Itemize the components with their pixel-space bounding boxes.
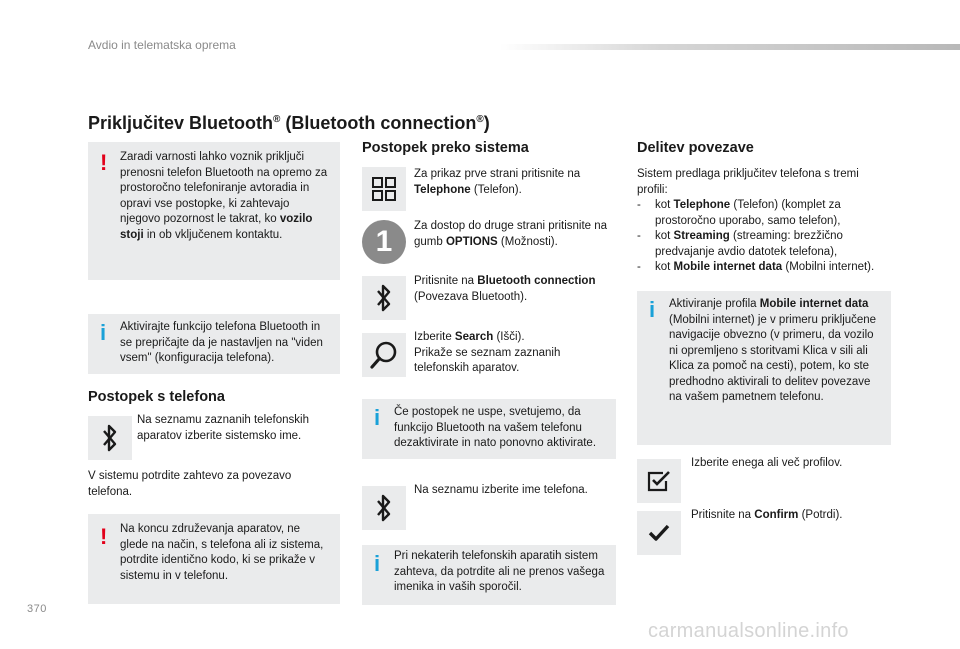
share-step-select-profiles: Izberite enega ali več profilov.	[691, 457, 843, 469]
search-icon-box	[362, 333, 406, 377]
info-icon: i	[649, 297, 656, 322]
warning-icon: !	[100, 150, 108, 175]
title-part: (Bluetooth connection	[280, 113, 477, 133]
bluetooth-icon-box	[362, 486, 406, 530]
heading-share-connection: Delitev povezave	[637, 140, 754, 156]
profile-item-mobile-data: - kot Mobile internet data (Mobilni internet).	[637, 261, 875, 273]
search-icon	[369, 340, 399, 370]
checkbox-select-icon-box	[637, 459, 681, 503]
heading-system-procedure: Postopek preko sistema	[362, 140, 529, 156]
title-sup: ®	[273, 114, 281, 125]
warning-box-code	[88, 514, 340, 604]
info-text: Aktiviranje profila Mobile internet data (Mobilni internet) je v primeru priključene navigacije obvezno (v primeru, da vozilo ni opremljeno s storitvami Klica v sili ali Klica za pomoč na cesti), potem, ko ste predhodno aktivirali to delitev povezave na vašem pametnem telefonu.	[669, 298, 877, 403]
bluetooth-icon	[101, 424, 119, 452]
header-gradient-bar	[500, 44, 960, 50]
info-icon: i	[100, 320, 107, 345]
warning-icon: !	[100, 524, 108, 549]
page-title	[88, 111, 490, 135]
system-step-options: Za dostop do druge strani pritisnite na gumb OPTIONS (Možnosti).	[414, 220, 608, 248]
system-step-telephone: Za prikaz prve strani pritisnite na Telephone (Telefon).	[414, 168, 581, 196]
title-part: )	[483, 113, 490, 133]
watermark: carmanualsonline.info	[648, 620, 849, 642]
info-box-visibility	[88, 314, 340, 374]
grid-apps-icon-box	[362, 167, 406, 211]
info-icon: i	[374, 551, 381, 576]
heading-phone-procedure: Postopek s telefona	[88, 389, 225, 405]
title-part: Priključitev Bluetooth	[88, 113, 274, 133]
check-icon	[648, 523, 670, 543]
page-number: 370	[27, 603, 47, 615]
warning-text: Na koncu združevanja aparatov, ne glede na način, s telefona ali iz sistema, potrdite identično kodo, ki se prikaže v sistemu in v telefonu.	[120, 523, 324, 582]
system-step-select-phone: Na seznamu izberite ime telefona.	[414, 484, 588, 496]
phone-step-select-name: Na seznamu zaznanih telefonskih aparatov izberite sistemsko ime.	[137, 414, 309, 442]
info-text: Pri nekaterih telefonskih aparatih sistem zahteva, da potrdite ali ne prenos vašega imenika in vaših sporočil.	[394, 550, 605, 593]
info-box-retry	[362, 399, 616, 459]
profile-item-telephone: - kot Telephone (Telefon) (komplet za prostoročno uporabo, samo telefon),	[637, 199, 841, 227]
info-box-contacts	[362, 545, 616, 605]
system-step-bluetooth-connection: Pritisnite na Bluetooth connection (Povezava Bluetooth).	[414, 275, 596, 303]
check-icon-box	[637, 511, 681, 555]
profile-item-streaming: - kot Streaming (streaming: brezžično predvajanje avdio datotek telefona),	[637, 230, 843, 258]
info-text: Če postopek ne uspe, svetujemo, da funkcijo Bluetooth na vašem telefonu dezaktivirate in nato ponovno aktivirate.	[394, 406, 597, 449]
share-step-confirm: Pritisnite na Confirm (Potrdi).	[691, 509, 843, 521]
step-number-badge: 1	[362, 220, 406, 264]
phone-confirm-paragraph: V sistemu potrdite zahtevo za povezavo telefona.	[88, 470, 292, 498]
bluetooth-icon-box	[362, 276, 406, 320]
info-text: Aktivirajte funkcijo telefona Bluetooth in se prepričajte da je nastavljen na "viden vsem" (konfiguracija telefona).	[120, 321, 323, 364]
share-intro: Sistem predlaga priključitev telefona s tremi profili:	[637, 168, 859, 196]
system-step-search: Izberite Search (Išči). Prikaže se seznam zaznanih telefonskih aparatov.	[414, 331, 561, 374]
bluetooth-icon	[375, 494, 393, 522]
profile-list	[637, 198, 897, 276]
title-sup: ®	[476, 114, 484, 125]
warning-text: Zaradi varnosti lahko voznik priključi prenosni telefon Bluetooth na opremo za prostoročno telefoniranje avtoradia in opravi vse postopke, ki zahtevajo njegovo pozornost le takrat, ko vozilo stoji in ob vključenem kontaktu.	[120, 151, 328, 241]
info-icon: i	[374, 405, 381, 430]
section-header-title: Avdio in telematska oprema	[88, 38, 236, 52]
checkbox-select-icon	[646, 469, 672, 493]
info-box-mobile-data	[637, 291, 891, 445]
bluetooth-icon-box	[88, 416, 132, 460]
warning-box-safety	[88, 142, 340, 280]
grid-apps-icon	[371, 176, 397, 202]
bluetooth-icon	[375, 284, 393, 312]
